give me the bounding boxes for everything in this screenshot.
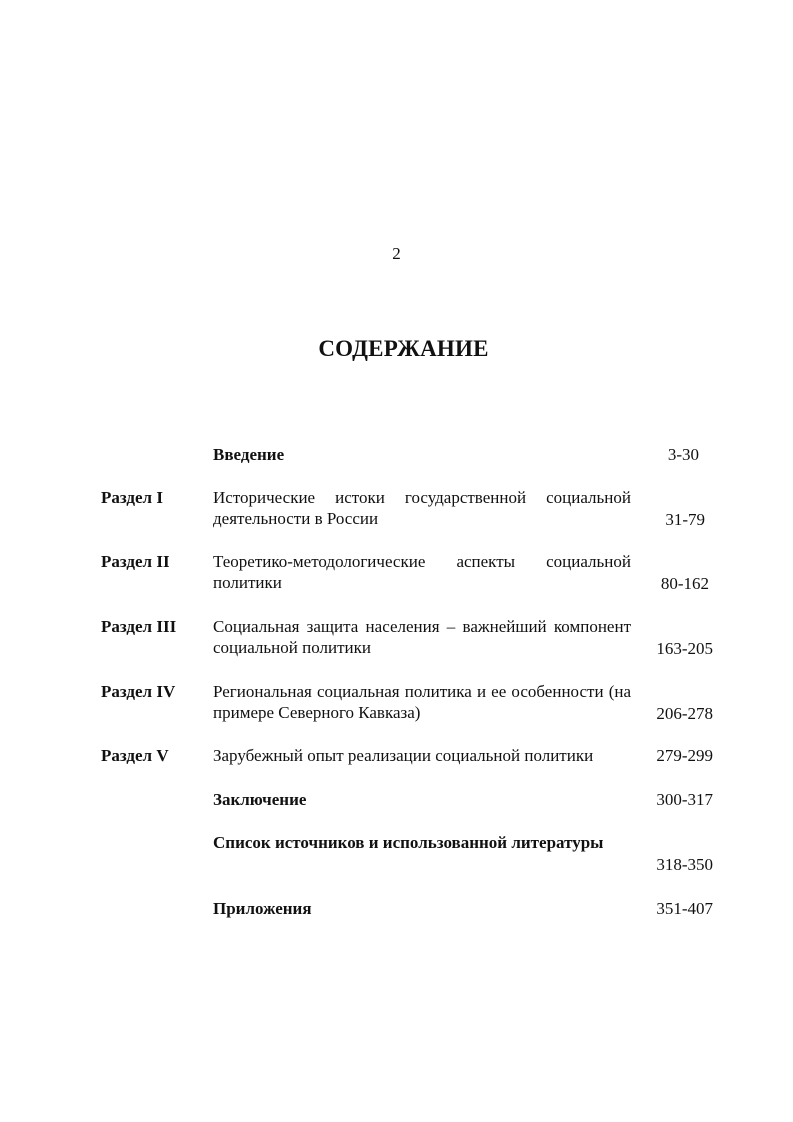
toc-entry-label: Раздел IV [101,682,176,701]
toc-entry-title: Теоретико-методологические аспекты социальной политики [213,552,631,592]
toc-entry-label: Раздел III [101,617,177,636]
toc-entry-title: Введение [213,445,285,464]
toc-entry-title: Заключение [213,790,307,809]
toc-entry-pages: 163-205 [656,639,713,658]
toc-entry-pages: 206-278 [656,704,713,723]
toc-entry-pages: 31-79 [665,510,705,529]
toc-entry-title: Региональная социальная политика и ее особенности (на примере Северного Кавказа) [213,682,631,722]
page-number: 2 [392,244,401,263]
toc-entry-label: Раздел II [101,552,170,571]
toc-entry-pages: 80-162 [660,574,709,593]
toc-entry-title: Приложения [213,899,312,918]
toc-entry-pages: 351-407 [656,899,713,918]
toc-entry-pages: 318-350 [656,855,713,874]
page-title: СОДЕРЖАНИЕ [318,336,489,361]
toc-entry-label: Раздел V [101,746,169,765]
toc-entry-title: Зарубежный опыт реализации социальной политики [213,746,594,765]
toc-entry-title: Исторические истоки государственной социальной деятельности в России [213,488,631,528]
toc-entry-label: Раздел I [101,488,163,507]
toc-entry-pages: 3-30 [667,445,699,464]
toc-entry-title: Список источников и использованной литературы [213,833,604,852]
toc-entry-title: Социальная защита населения – важнейший компонент социальной политики [213,617,631,657]
toc-entry-pages: 279-299 [656,746,713,765]
toc-entry-pages: 300-317 [656,790,713,809]
